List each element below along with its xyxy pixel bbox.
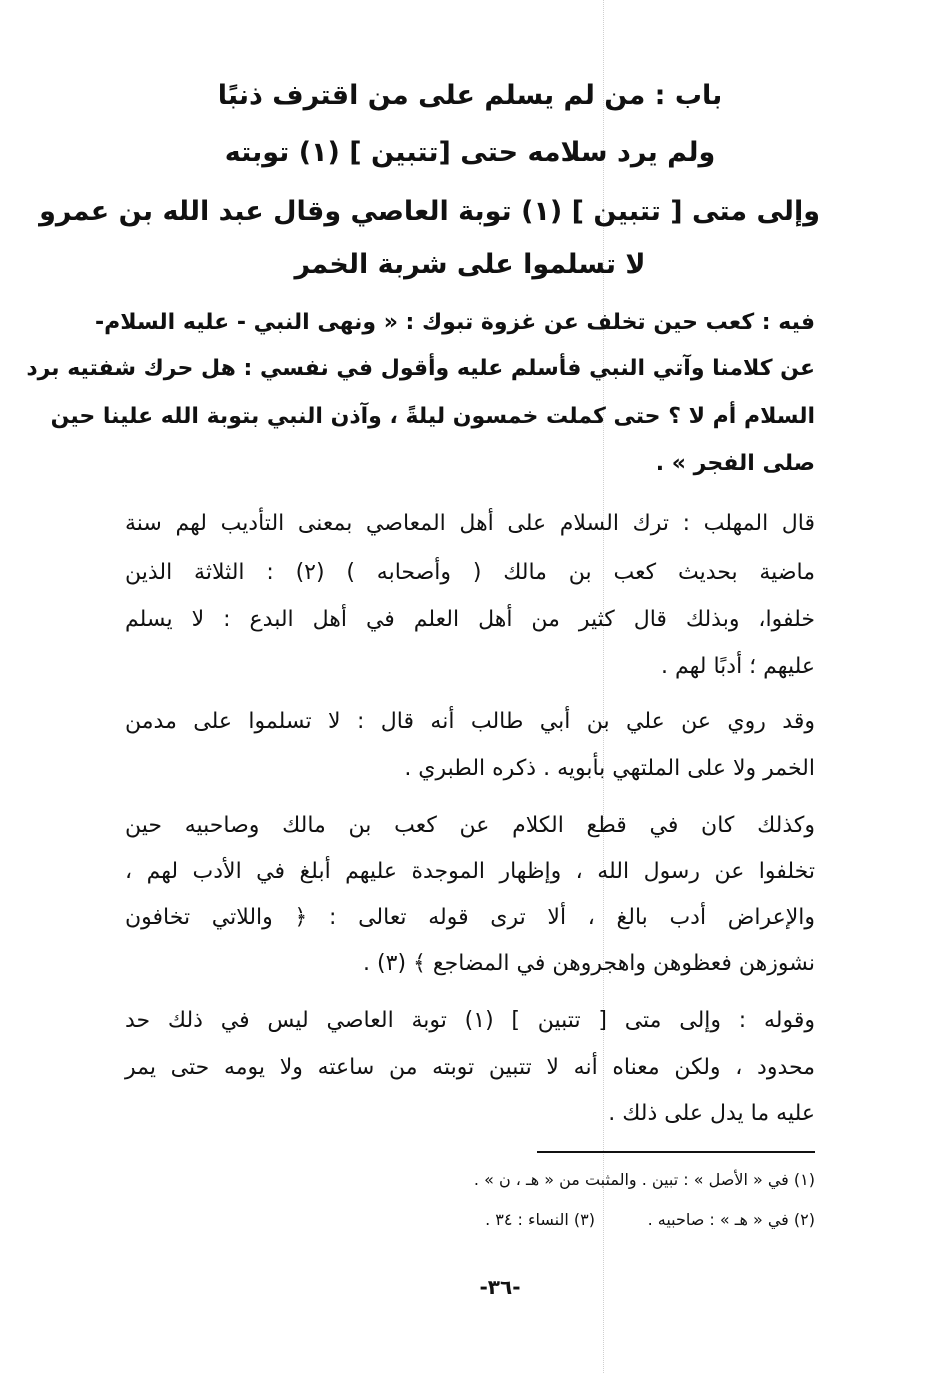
paragraph-2-line-1: قال المهلب : ترك السلام على أهل المعاصي بمعنى التأديب لهم سنة [125, 511, 815, 536]
paragraph-2-line-2: ماضية بحديث كعب بن مالك ( وأصحابه ) (٢) : الثلاثة الذين [125, 560, 815, 585]
footnote-1: (١) في « الأصل » : تبين . والمثبت من « هـ ، ن » . [473, 1170, 815, 1189]
paragraph-5-line-1: وقوله : وإلى متى [ تتبين ] (١) توبة العاصي ليس في ذلك حد [125, 1008, 815, 1033]
paragraph-1-line-3: السلام أم لا ؟ حتى كملت خمسون ليلةً ، وآذن النبي بتوبة الله علينا حين [50, 404, 815, 429]
paragraph-2-line-3: خلفوا، وبذلك قال كثير من أهل العلم في أهل البدع : لا يسلم [125, 607, 815, 632]
paragraph-1-line-2: عن كلامنا وآتي النبي فأسلم عليه وأقول في نفسي : هل حرك شفتيه برد [26, 356, 815, 381]
paragraph-3-line-2: الخمر ولا على الملتهي بأبويه . ذكره الطبري . [404, 756, 815, 781]
paragraph-2-line-4: عليهم ؛ أدبًا لهم . [660, 654, 815, 679]
chapter-heading-line-2: ولم يرد سلامه حتى [تتبين ] (١) توبته [224, 137, 716, 168]
paragraph-1-line-4: صلى الفجر » . [655, 451, 815, 476]
chapter-heading-line-3: وإلى متى [ تتبين ] (١) توبة العاصي وقال عبد الله بن عمرو [39, 196, 820, 227]
paragraph-5-line-3: عليه ما يدل على ذلك . [608, 1101, 815, 1126]
paragraph-4-line-2: تخلفوا عن رسول الله ، وإظهار الموجدة عليهم أبلغ في الأدب لهم ، [125, 859, 815, 884]
footnote-2: (٢) في « هـ » : صاحبيه . [647, 1210, 815, 1229]
page-number: -٣٦- [479, 1275, 521, 1299]
footnote-separator [537, 1151, 815, 1153]
paragraph-5-line-2: محدود ، ولكن معناه أنه لا تتبين توبته من ساعته ولا يومه حتى يمر [125, 1055, 815, 1080]
paragraph-4-line-3: والإعراض أدب بالغ ، ألا ترى قوله تعالى : ﴿ واللاتي تخافون [125, 905, 815, 930]
chapter-heading-line-1: باب : من لم يسلم على من اقترف ذنبًا [217, 80, 723, 111]
paragraph-3-line-1: وقد روي عن علي بن أبي طالب أنه قال : لا تسلموا على مدمن [125, 709, 815, 734]
footnote-3: (٣) النساء : ٣٤ . [485, 1210, 595, 1229]
paragraph-4-line-4: نشوزهن فعظوهن واهجروهن في المضاجع ﴾ (٣) . [363, 951, 815, 976]
chapter-heading-line-4: لا تسلموا على شربة الخمر [294, 249, 646, 280]
paragraph-1-line-1: فيه : كعب حين تخلف عن غزوة تبوك : « ونهى النبي - عليه السلام- [95, 310, 815, 335]
paragraph-4-line-1: وكذلك كان في قطع الكلام عن كعب بن مالك وصاحبيه حين [125, 813, 815, 838]
